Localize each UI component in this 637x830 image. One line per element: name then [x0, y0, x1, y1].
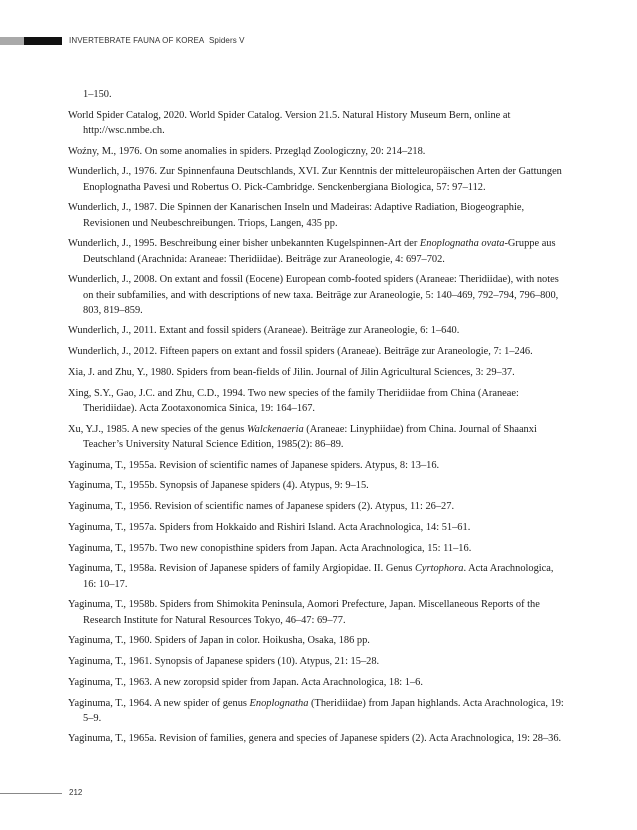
- taxon-name: Enoplognatha ovata: [419, 238, 505, 250]
- header-series-title: INVERTEBRATE FAUNA OF KOREA: [69, 36, 205, 45]
- taxon-name: Cyrtophora: [414, 563, 464, 575]
- header-volume: Spiders V: [208, 36, 245, 45]
- taxon-name: Walckenaeria: [246, 423, 304, 435]
- reference-entry: Yaginuma, T., 1956. Revision of scientific names of Japanese spiders (2). Atypus, 11: 26–27.: [68, 501, 455, 513]
- reference-entry: [68, 561, 568, 591]
- reference-entry: Wunderlich, J., 2011. Extant and fossil spiders (Araneae). Beiträge zur Araneologie, 6: 1–640.: [68, 325, 460, 337]
- reference-entry: [68, 236, 568, 266]
- footer-rule: [0, 793, 62, 794]
- reference-entry: Wunderlich, J., 1976. Zur Spinnenfauna Deutschlands, XVI. Zur Kenntnis der mitteleuropäischen Arten der Gattungen Enoplognatha Pavesi und Robertus O. Pick-Cambridge. Senckenbergiana Biologica, 57: 97–112.: [68, 166, 562, 193]
- reference-text: Xu, Y.J., 1985. A new species of the genus: [68, 423, 247, 435]
- running-header: [69, 35, 245, 47]
- reference-entry: Yaginuma, T., 1955a. Revision of scientific names of Japanese spiders. Atypus, 8: 13–16.: [68, 459, 440, 471]
- reference-text: . Acta Arachnologica, 16: 10–17.: [83, 563, 554, 590]
- reference-text: (Araneae: Linyphiidae) from China. Journal of Shaanxi Teacher’s University Natural Science Edition, 1985(2): 86–89.: [83, 423, 537, 450]
- reference-entry: Yaginuma, T., 1955b. Synopsis of Japanese spiders (4). Atypus, 9: 9–15.: [68, 480, 369, 492]
- page-number: 212: [69, 788, 83, 797]
- reference-entry: Yaginuma, T., 1963. A new zoropsid spider from Japan. Acta Arachnologica, 18: 1–6.: [68, 676, 423, 688]
- reference-entry: Yaginuma, T., 1961. Synopsis of Japanese spiders (10). Atypus, 21: 15–28.: [68, 656, 380, 668]
- reference-list: [68, 87, 568, 752]
- reference-entry: Wunderlich, J., 2012. Fifteen papers on extant and fossil spiders (Araneae). Beiträge zur Araneologie, 7: 1–246.: [68, 346, 533, 358]
- reference-entry: Yaginuma, T., 1965a. Revision of families, genera and species of Japanese spiders (2). Acta Arachnologica, 19: 28–36.: [68, 733, 562, 745]
- reference-entry: Yaginuma, T., 1957b. Two new conopisthine spiders from Japan. Acta Arachnologica, 15: 11–16.: [68, 542, 472, 554]
- reference-text: (Theridiidae) from Japan highlands. Acta Arachnologica, 19: 5–9.: [83, 697, 564, 724]
- reference-entry: Yaginuma, T., 1958b. Spiders from Shimokita Peninsula, Aomori Prefecture, Japan. Miscellaneous Reports of the Research Institute for Natural Resources Tokyo, 46–47: 69–77.: [68, 599, 540, 626]
- reference-text: Yaginuma, T., 1964. A new spider of genus: [68, 697, 250, 709]
- header-bar-black: [24, 37, 62, 45]
- reference-entry: [68, 422, 568, 452]
- reference-text: Wunderlich, J., 1995. Beschreibung einer bisher unbekannten Kugelspinnen-Art der: [68, 238, 420, 250]
- reference-entry: Xia, J. and Zhu, Y., 1980. Spiders from bean-fields of Jilin. Journal of Jilin Agricultural Sciences, 3: 29–37.: [68, 366, 515, 378]
- reference-entry: [68, 696, 568, 726]
- reference-entry: Woźny, M., 1976. On some anomalies in spiders. Przegląd Zoologiczny, 20: 214–218.: [68, 145, 426, 157]
- reference-entry: Yaginuma, T., 1957a. Spiders from Hokkaido and Rishiri Island. Acta Arachnologica, 14: 51–61.: [68, 521, 471, 533]
- reference-text: -Gruppe aus Deutschland (Arachnida: Araneae: Theridiidae). Beiträge zur Araneologie, 4: 697–702.: [83, 238, 556, 265]
- reference-entry: Wunderlich, J., 2008. On extant and fossil (Eocene) European comb-footed spiders (Araneae: Theridiidae), with notes on their subfamilies, and with descriptions of new taxa. Beiträge zur Araneologie, 5: 140–469, 792–794, 796–800, 803, 819–859.: [68, 274, 559, 316]
- header-bar-gray: [0, 37, 24, 45]
- reference-entry: Xing, S.Y., Gao, J.C. and Zhu, C.D., 1994. Two new species of the family Theridiidae from China (Araneae: Theridiidae). Acta Zootaxonomica Sinica, 19: 164–167.: [68, 387, 519, 414]
- reference-entry: 1–150.: [83, 89, 112, 100]
- reference-text: Yaginuma, T., 1958a. Revision of Japanese spiders of family Argiopidae. II. Genus: [68, 563, 415, 575]
- reference-entry: World Spider Catalog, 2020. World Spider Catalog. Version 21.5. Natural History Museum Bern, online at http://wsc.nmbe.ch.: [68, 109, 511, 136]
- taxon-name: Enoplognatha: [249, 697, 309, 709]
- reference-entry: Wunderlich, J., 1987. Die Spinnen der Kanarischen Inseln und Madeiras: Adaptive Radiation, Biogeographie, Revisionen und Neubeschreibungen. Triops, Langen, 435 pp.: [68, 202, 525, 229]
- reference-entry: Yaginuma, T., 1960. Spiders of Japan in color. Hoikusha, Osaka, 186 pp.: [68, 635, 370, 647]
